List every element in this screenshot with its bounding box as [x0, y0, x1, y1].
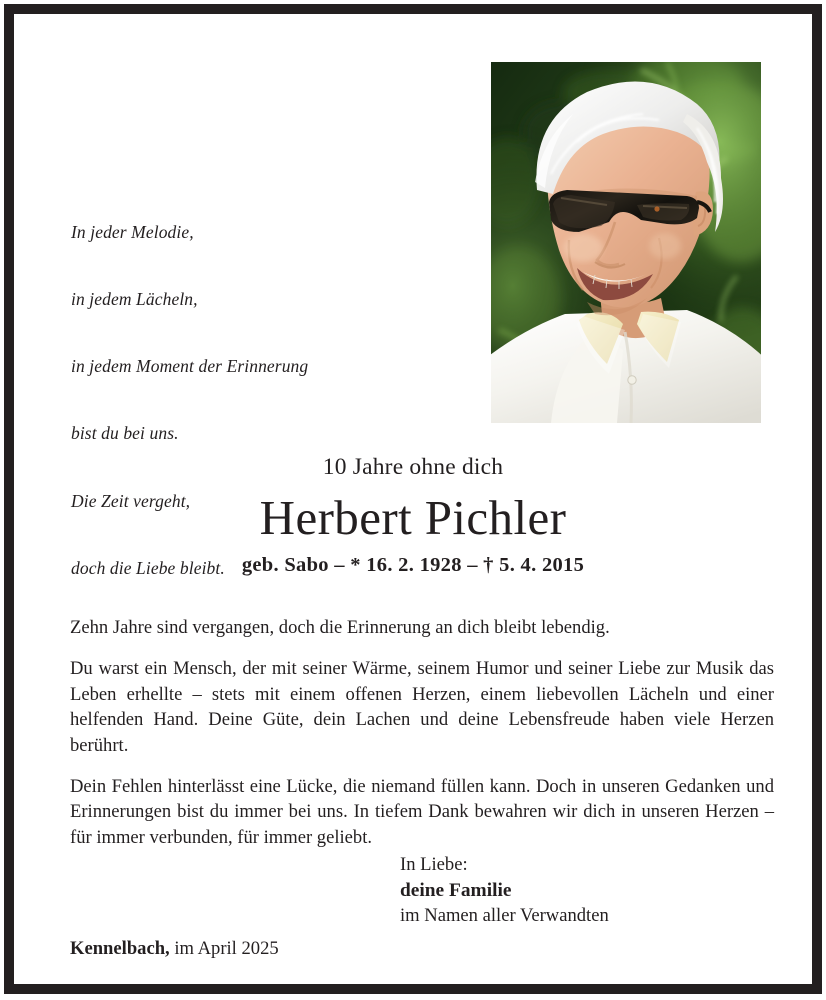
anniversary-line: 10 Jahre ohne dich: [322, 454, 504, 480]
paragraph-3: Dein Fehlen hinterlässt eine Lücke, die niemand füllen kann. Doch in unseren Gedanken und Erinnerungen bist du immer bei uns. In tiefem Dank bewahren wir dich in unseren Herzen – für immer verbunden, für immer geliebt.: [70, 776, 774, 848]
verse-line-4: bist du bei uns.: [71, 423, 179, 444]
memorial-text: [70, 615, 774, 850]
life-dates: geb. Sabo – * 16. 2. 1928 – † 5. 4. 2015: [241, 554, 585, 576]
memorial-headline: [14, 452, 812, 578]
notice-date: im April 2025: [169, 938, 279, 959]
place-and-date: [70, 937, 279, 961]
verse-line-6: doch die Liebe bleibt.: [71, 557, 225, 578]
place-name: Kennelbach,: [70, 938, 170, 959]
verse-line-1: In jeder Melodie,: [71, 221, 194, 242]
signature-on-behalf: im Namen aller Verwandten: [400, 904, 609, 926]
memorial-notice-body: [14, 14, 812, 984]
portrait-photo: [491, 62, 761, 423]
signature-intro: In Liebe:: [400, 854, 468, 875]
verse-line-5: Die Zeit vergeht,: [71, 490, 191, 511]
deceased-name: Herbert Pichler: [259, 490, 567, 545]
paragraph-2: Du warst ein Mensch, der mit seiner Wärme, seinem Humor und seiner Liebe zur Musik das Leben erhellte – stets mit einem offenen Herzen, einem liebevollen Lächeln und einer helfenden Hand. Deine Güte, dein Lachen und deine Lebensfreude haben viele Herzen berührt.: [70, 658, 774, 756]
paragraph-1: Zehn Jahre sind vergangen, doch die Erinnerung an dich bleibt lebendig.: [70, 617, 610, 638]
signature-block: [400, 853, 609, 928]
signature-family: deine Familie: [400, 879, 512, 901]
memorial-notice-frame: [4, 4, 822, 994]
verse-line-3: in jedem Moment der Erinnerung: [71, 356, 309, 377]
portrait-photo-graphic: [491, 62, 761, 423]
verse-line-2: in jedem Lächeln,: [71, 289, 198, 310]
